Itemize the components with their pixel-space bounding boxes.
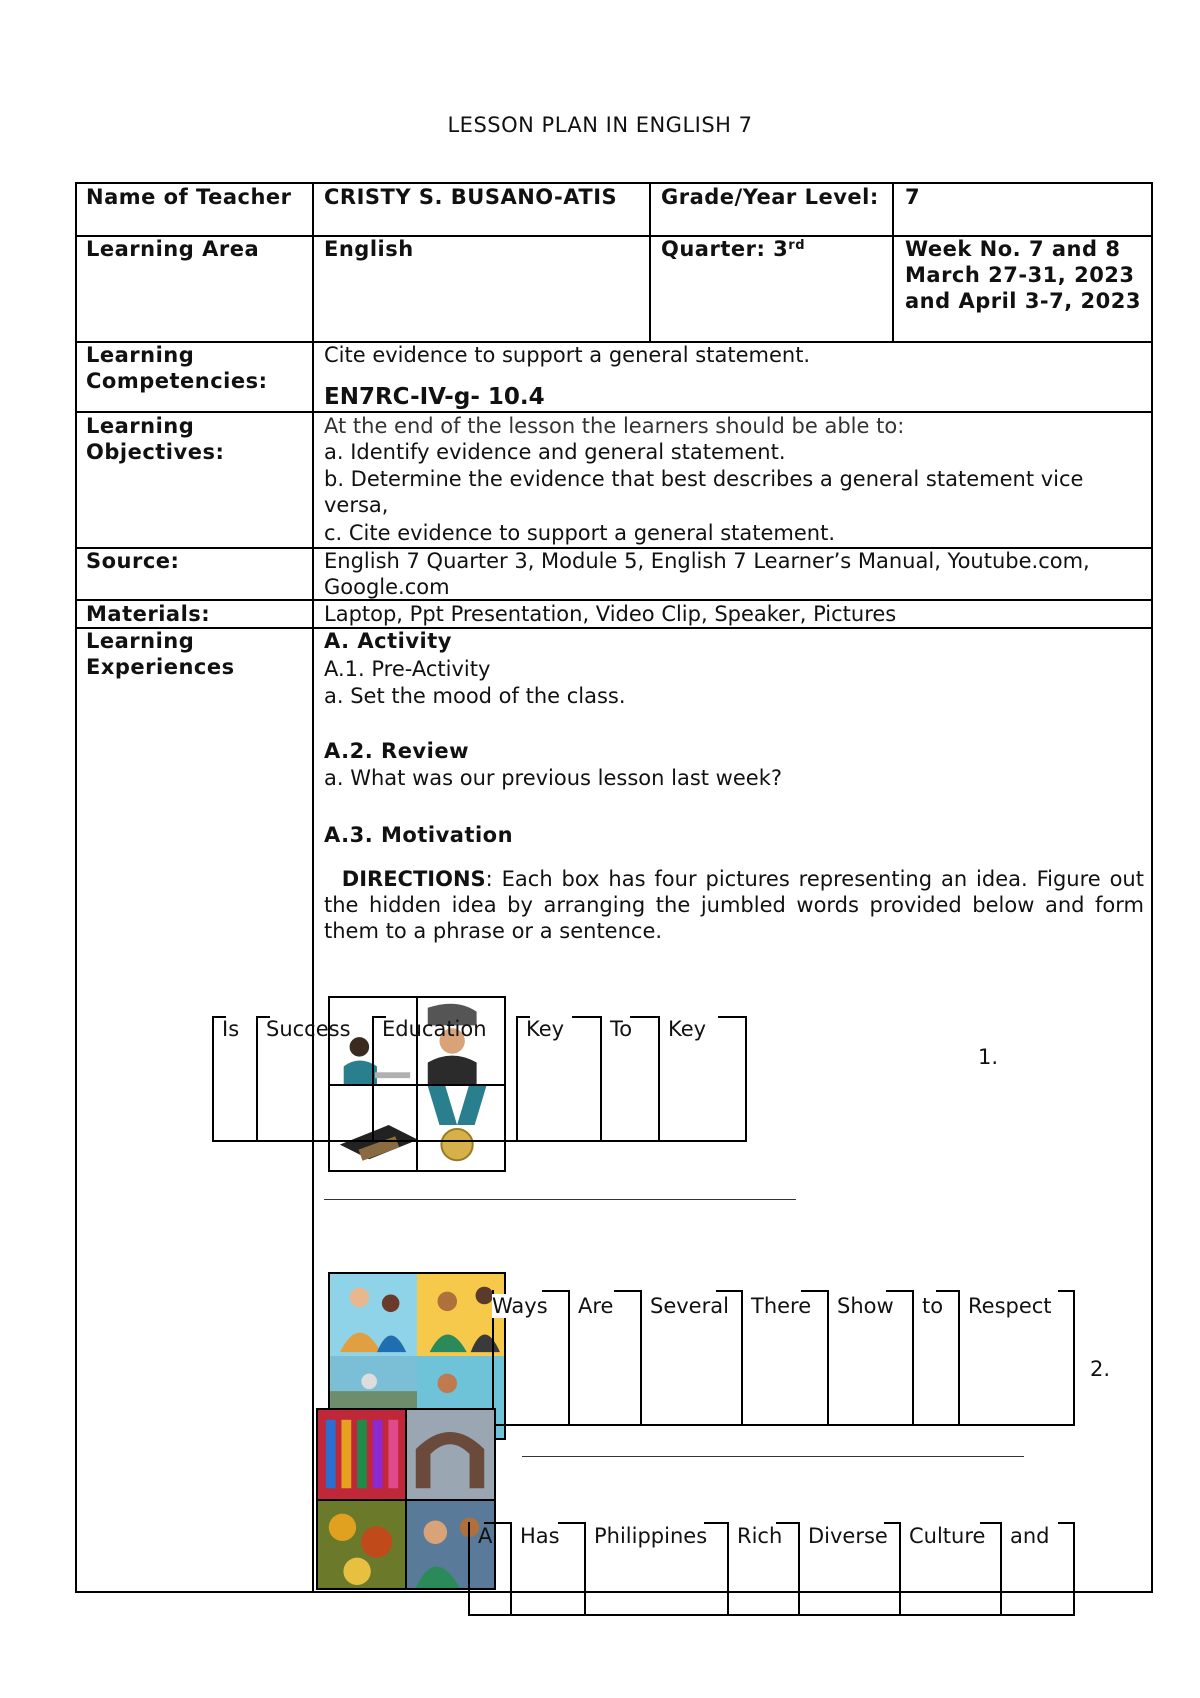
area-label: Learning Area: [86, 237, 260, 261]
competencies-text: Cite evidence to support a general statement.: [324, 343, 811, 367]
page-title: LESSON PLAN IN ENGLISH 7: [447, 113, 753, 137]
word-box: There: [751, 1294, 812, 1318]
word-box: Education: [382, 1017, 487, 1041]
word-box: to: [922, 1294, 944, 1318]
area-value: English: [324, 237, 414, 261]
week-value: Week No. 7 and 8 March 27-31, 2023 and April 3-7, 2023: [905, 237, 1141, 313]
word-box: Diverse: [808, 1524, 888, 1548]
objective-b: b. Determine the evidence that best describes a general statement vice versa,: [324, 467, 1084, 517]
word-box: To: [610, 1017, 633, 1041]
puzzle-number: 2.: [1090, 1357, 1111, 1381]
word-box: Are: [578, 1294, 614, 1318]
review-question: a. What was our previous lesson last week?: [324, 766, 783, 790]
competency-code: EN7RC-IV-g- 10.4: [324, 384, 545, 410]
source-text: English 7 Quarter 3, Module 5, English 7 Learner’s Manual, Youtube.com, Google.com: [324, 549, 1090, 599]
word-box: Has: [520, 1524, 560, 1548]
word-box: Respect: [968, 1294, 1052, 1318]
quarter-label: Quarter: 3rd: [661, 237, 806, 261]
word-box: Is: [222, 1017, 240, 1041]
answer-line: [324, 1199, 796, 1200]
source-label: Source:: [86, 549, 180, 573]
word-box: Key: [526, 1017, 565, 1041]
grade-label: Grade/Year Level:: [661, 185, 879, 209]
word-box: and: [1010, 1524, 1050, 1548]
teacher-value: CRISTY S. BUSANO-ATIS: [324, 185, 618, 209]
word-box: Show: [837, 1294, 894, 1318]
word-box: Rich: [737, 1524, 783, 1548]
word-box: Philippines: [594, 1524, 708, 1548]
word-box: Ways: [492, 1294, 548, 1318]
experiences-label: Learning Experiences: [86, 629, 235, 679]
activity-heading: A. Activity: [324, 629, 452, 653]
word-box: Key: [668, 1017, 707, 1041]
puzzle-number: 1.: [978, 1045, 999, 1069]
materials-text: Laptop, Ppt Presentation, Video Clip, Speaker, Pictures: [324, 602, 897, 626]
answer-line: [522, 1456, 1024, 1457]
materials-label: Materials:: [86, 602, 211, 626]
objectives-label: Learning Objectives:: [86, 414, 225, 464]
objective-c: c. Cite evidence to support a general statement.: [324, 521, 835, 545]
motivation-heading: A.3. Motivation: [324, 823, 514, 847]
mood-item: a. Set the mood of the class.: [324, 684, 626, 708]
teacher-label: Name of Teacher: [86, 185, 292, 209]
objectives-intro: At the end of the lesson the learners should be able to:: [324, 414, 905, 438]
grade-value: 7: [905, 185, 921, 209]
review-heading: A.2. Review: [324, 739, 469, 763]
word-box: Culture: [909, 1524, 986, 1548]
objective-a: a. Identify evidence and general statement.: [324, 440, 786, 464]
word-box: Several: [650, 1294, 729, 1318]
word-box: Success: [266, 1017, 351, 1041]
directions: DIRECTIONS: Each box has four pictures representing an idea. Figure out the hidden idea by arranging the jumbled words provided below and form them to a phrase or a sentence.: [324, 867, 1144, 943]
competencies-label: Learning Competencies:: [86, 343, 268, 393]
pre-activity: A.1. Pre-Activity: [324, 657, 491, 681]
word-box: A: [478, 1524, 493, 1548]
